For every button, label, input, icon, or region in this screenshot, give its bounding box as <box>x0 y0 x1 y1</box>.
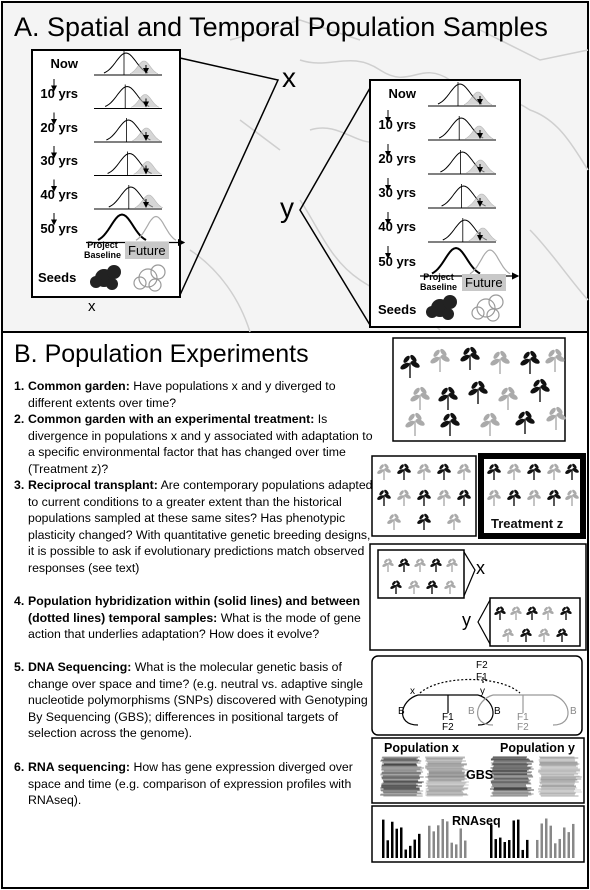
rnaseq-bar-1 <box>442 819 445 858</box>
rnaseq-bar-2 <box>504 842 507 858</box>
step-x-30: 30 yrs <box>40 153 78 168</box>
rnaseq-bar-3 <box>536 840 539 858</box>
rnaseq-bar-3 <box>550 826 553 858</box>
item-heading: Population hybridization within (solid lines) and between (dotted lines) temporal samples: <box>28 594 361 625</box>
rnaseq-bar-1 <box>464 841 467 858</box>
seeds-label-x: Seeds <box>38 270 77 285</box>
item-heading: RNA sequencing: <box>28 760 131 774</box>
experiment-item-3 <box>14 477 374 593</box>
rnaseq-bar-2 <box>508 840 511 858</box>
step-y-50: 50 yrs <box>378 254 416 269</box>
cross-y: y <box>480 686 485 697</box>
rnaseq-bar-1 <box>437 825 440 858</box>
rnaseq-bar-3 <box>545 818 548 858</box>
gbs-population-x: Population x <box>384 741 459 755</box>
cross-b-4: B <box>570 706 577 717</box>
item-number: 4. <box>14 594 25 608</box>
experiment-item-5 <box>14 659 374 759</box>
rnaseq-bar-0 <box>405 850 408 858</box>
item-number: 3. <box>14 478 25 492</box>
rnaseq-bar-1 <box>428 826 431 858</box>
population-x-label: x <box>282 62 296 93</box>
future-label-x: Future <box>125 242 169 259</box>
rnaseq-bar-0 <box>387 840 390 858</box>
section-b-title: B. Population Experiments <box>14 340 309 368</box>
step-y-30: 30 yrs <box>378 185 416 200</box>
rnaseq-bar-3 <box>559 839 562 858</box>
step-x-now: Now <box>50 56 78 71</box>
experiment-item-6 <box>14 759 374 808</box>
cross-b-3: B <box>468 706 475 717</box>
rnaseq-bar-3 <box>568 832 571 858</box>
cross-b-2: B <box>494 706 501 717</box>
experiment-list <box>14 378 374 808</box>
rnaseq-bar-0 <box>391 822 394 858</box>
cross-f1-left: F1 <box>442 712 454 723</box>
project-baseline-x <box>84 240 121 260</box>
item-number: 6. <box>14 760 25 774</box>
future-label-y: Future <box>462 274 506 291</box>
rnaseq-bar-3 <box>572 824 575 858</box>
rnaseq-bar-0 <box>382 820 385 858</box>
step-y-10: 10 yrs <box>378 117 416 132</box>
rnaseq-bar-1 <box>433 831 436 858</box>
item-number: 2. <box>14 412 25 426</box>
rnaseq-bar-1 <box>460 828 463 858</box>
item-heading: Common garden: <box>28 379 130 393</box>
project-baseline-y <box>420 272 457 292</box>
item-text: Have populations x and y diverged to different extents over time? <box>28 379 336 410</box>
project-word-y: Project <box>423 272 454 282</box>
cross-f1-top: F1 <box>476 672 488 683</box>
step-x-50: 50 yrs <box>40 221 78 236</box>
rnaseq-bar-2 <box>490 824 493 858</box>
project-word-x: Project <box>87 240 118 250</box>
rnaseq-bar-2 <box>522 850 525 858</box>
rnaseq-bar-3 <box>541 823 544 858</box>
experiment-item-4 <box>14 593 374 659</box>
rnaseq-bar-0 <box>409 846 412 858</box>
treatment-z-label: Treatment z <box>491 516 564 531</box>
rnaseq-bar-2 <box>513 820 516 858</box>
experiment-item-1 <box>14 378 374 411</box>
step-y-40: 40 yrs <box>378 219 416 234</box>
baseline-word-y: Baseline <box>420 282 458 292</box>
item-text: Are contemporary populations adapted to current conditions to a greater extent than the historical populations sampled at these same sites? Has phenotypic plasticity changed? With quantitative genetic breeding designs, it is possible to ask if evolutionary predictions match observed responses (see text) <box>28 478 373 575</box>
gbs-population-y: Population y <box>500 741 575 755</box>
rnaseq-bar-1 <box>446 821 449 858</box>
section-a-title: A. Spatial and Temporal Population Samples <box>14 12 548 42</box>
item-text: Is divergence in populations x and y associated with adaptation to a specific environmental factor that has changed over time (Treatment z)? <box>28 412 373 476</box>
cross-x: x <box>410 686 415 697</box>
rnaseq-bar-2 <box>526 840 529 858</box>
experiment-item-2 <box>14 411 374 477</box>
cross-b-1: B <box>398 706 405 717</box>
transplant-box-y <box>490 598 580 646</box>
item-number: 5. <box>14 660 25 674</box>
rnaseq-bar-2 <box>499 838 502 858</box>
rnaseq-bar-0 <box>414 840 417 858</box>
step-x-10: 10 yrs <box>40 86 78 101</box>
population-y-label: y <box>280 192 294 223</box>
step-x-20: 20 yrs <box>40 120 78 135</box>
rnaseq-bar-3 <box>563 827 566 858</box>
item-text: What is the mode of gene action that underlies adaptation? How does it evolve? <box>28 610 361 642</box>
cross-f2-left: F2 <box>442 722 454 733</box>
rnaseq-bar-2 <box>517 820 520 858</box>
rnaseq-bar-2 <box>495 839 498 858</box>
item-number: 1. <box>14 379 25 393</box>
cross-f2-top: F2 <box>476 660 488 671</box>
item-text: What is the molecular genetic basis of change over space and time? (e.g. neutral vs. adaptive single nucleotide polymorphisms (SNPs) discovered with Genotyping By Sequencing (GBS); differences in positional targets of selection across the genome). <box>28 660 368 741</box>
rnaseq-bar-3 <box>554 843 557 858</box>
step-x-40: 40 yrs <box>40 187 78 202</box>
item-heading: Reciprocal transplant: <box>28 478 158 492</box>
rnaseq-bar-0 <box>400 827 403 858</box>
step-y-now: Now <box>388 86 416 101</box>
rnaseq-bar-1 <box>451 843 454 858</box>
item-text: How has gene expression diverged over space and time (e.g. comparison of expression profiles with RNAseq). <box>28 760 353 808</box>
item-heading: DNA Sequencing: <box>28 660 132 674</box>
step-y-20: 20 yrs <box>378 151 416 166</box>
item-heading: Common garden with an experimental treatment: <box>28 412 315 426</box>
cross-f1-right: F1 <box>517 712 529 723</box>
transplant-y-label: y <box>462 610 471 630</box>
baseline-word-x: Baseline <box>84 250 122 260</box>
transplant-x-label: x <box>476 558 485 578</box>
population-x-bottom-label: x <box>88 298 96 315</box>
seeds-label-y: Seeds <box>378 302 417 317</box>
transplant-box-x <box>378 550 464 598</box>
rnaseq-bar-0 <box>396 829 399 858</box>
rnaseq-label: RNAseq <box>452 814 501 828</box>
cross-f2-right: F2 <box>517 722 529 733</box>
rnaseq-bar-0 <box>418 834 421 858</box>
gbs-label: GBS <box>466 768 494 782</box>
rnaseq-bar-1 <box>455 844 458 858</box>
